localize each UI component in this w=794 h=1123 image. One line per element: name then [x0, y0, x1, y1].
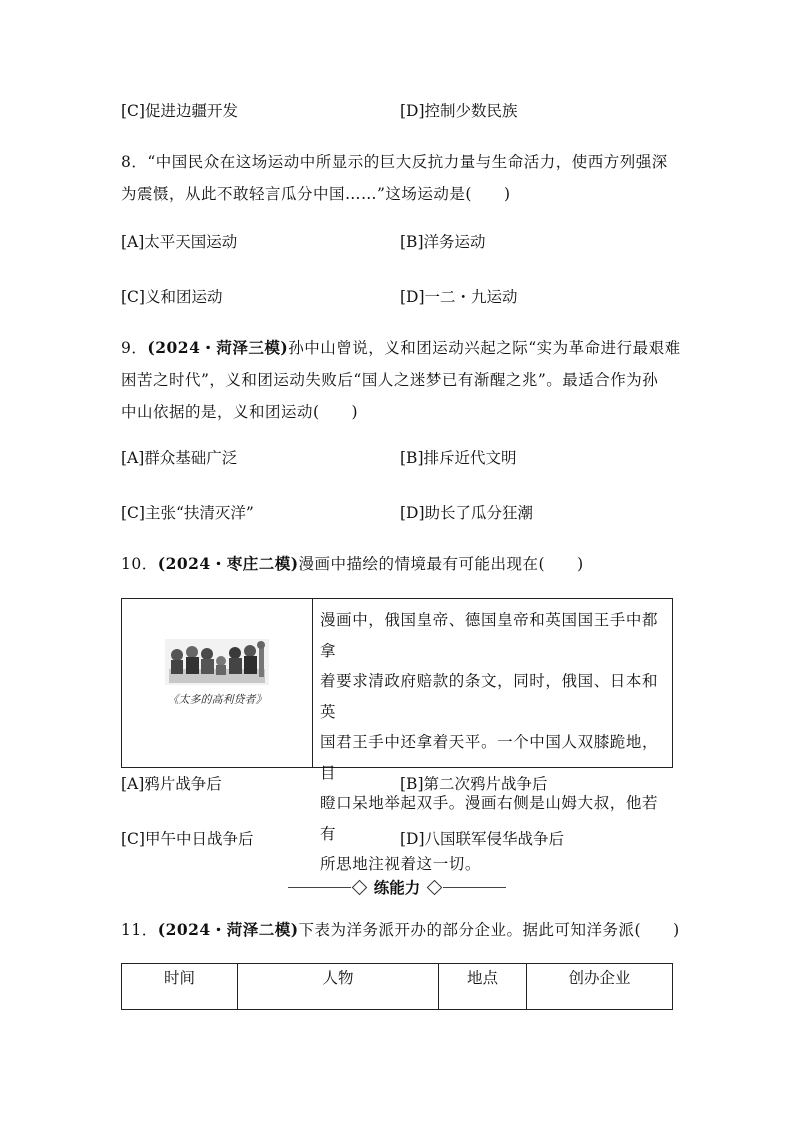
q8-option-b: [B]洋务运动	[400, 233, 486, 251]
section-heading	[288, 876, 506, 898]
table-header-time: 时间	[122, 964, 238, 1010]
q8-line-2: 为震慑，从此不敢轻言瓜分中国……”这场运动是( )	[121, 185, 511, 203]
divider-line-right	[443, 887, 506, 888]
q10-option-b: [B]第二次鸦片战争后	[400, 775, 548, 793]
comic-illustration-image	[165, 639, 269, 685]
q9-option-d: [D]助长了瓜分狂潮	[400, 504, 534, 522]
q9-option-c: [C]主张“扶清灭洋”	[121, 504, 254, 522]
q8-option-a: [A]太平天国运动	[121, 233, 238, 251]
comic-desc-line-5: 所思地注视着这一切。	[320, 855, 482, 873]
q10-option-a: [A]鸦片战争后	[121, 775, 222, 793]
q9-line-3: 中山依据的是，义和团运动( )	[121, 403, 359, 421]
q11-source: (2024・菏泽二模)	[157, 920, 299, 939]
comic-desc-line-4: 瞪口呆地举起双手。漫画右侧是山姆大叔，他若有	[320, 794, 659, 843]
enterprise-table	[121, 963, 673, 1010]
diamond-icon	[351, 879, 367, 895]
divider-line-left	[288, 887, 351, 888]
q10-option-d: [D]八国联军侵华战争后	[400, 830, 565, 848]
q8-option-d: [D]一二・九运动	[400, 288, 518, 306]
q9-option-a: [A]群众基础广泛	[121, 449, 238, 467]
q7-option-d: [D]控制少数民族	[400, 102, 518, 120]
comic-desc-line-3: 国君王手中还拿着天平。一个中国人双膝跪地，目	[320, 733, 659, 782]
question-10-stem: 10．(2024・枣庄二模)漫画中描绘的情境最有可能出现在( )	[121, 554, 584, 573]
diamond-icon	[427, 879, 443, 895]
q9-line-1: 9．(2024・菏泽三模)孙中山曾说，义和团运动兴起之际“实为革命进行最艰难	[121, 338, 681, 357]
q9-source: (2024・菏泽三模)	[147, 338, 289, 357]
comic-desc-line-1: 漫画中，俄国皇帝、德国皇帝和英国国王手中都拿	[320, 611, 659, 660]
q8-line-1: 8．“中国民众在这场运动中所显示的巨大反抗力量与生命活力，使西方列强深	[121, 153, 668, 171]
table-header-person: 人物	[238, 964, 439, 1010]
q10-option-c: [C]甲午中日战争后	[121, 830, 254, 848]
table-header-enterprise: 创办企业	[527, 964, 673, 1010]
table-header-place: 地点	[439, 964, 527, 1010]
comic-caption: 《太多的高利贷者》	[167, 693, 267, 706]
section-title: 练能力	[373, 878, 421, 897]
comic-cell	[122, 599, 313, 767]
q9-line-2: 困苦之时代”，义和团运动失败后“国人之迷梦已有渐醒之兆”。最适合作为孙	[121, 371, 659, 389]
q10-source: (2024・枣庄二模)	[157, 554, 299, 573]
question-9-stem	[121, 332, 681, 428]
question-11-stem: 11．(2024・菏泽二模)下表为洋务派开办的部分企业。据此可知洋务派( )	[121, 920, 680, 939]
q7-option-c: [C]促进边疆开发	[121, 102, 238, 120]
q8-option-c: [C]义和团运动	[121, 288, 223, 306]
table-header-row	[122, 964, 673, 1010]
q9-option-b: [B]排斥近代文明	[400, 449, 517, 467]
comic-desc-line-2: 着要求清政府赔款的条文，同时，俄国、日本和英	[320, 672, 659, 721]
question-8-stem	[121, 146, 681, 210]
